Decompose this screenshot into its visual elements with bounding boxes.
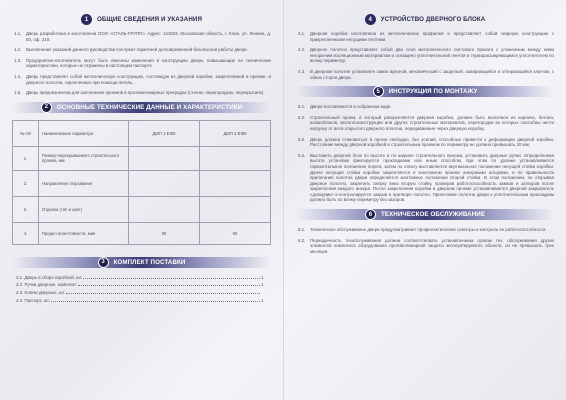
row-value-dmp1 xyxy=(129,196,200,222)
section-title: УСТРОЙСТВО ДВЕРНОГО БЛОКА xyxy=(380,16,486,23)
row-value-dmp1 xyxy=(129,146,200,170)
table-header-row xyxy=(13,120,271,146)
paragraph-number: 1.2. xyxy=(14,47,22,53)
section-6-heading xyxy=(296,209,554,220)
paragraph-text: В дверном полотне установлен замок врезной, механический с защелкой, запирающийся и отпирающийся ключом, с обеих сторон двери. xyxy=(310,68,554,80)
paragraph-text: Двери поставляются в собранном виде. xyxy=(310,104,392,110)
row-number: 2. xyxy=(13,170,39,196)
column-header-dmp1: ДМП 1-EI90 xyxy=(129,120,200,146)
section-title: ТЕХНИЧЕСКОЕ ОБСЛУЖИВАНИЕ xyxy=(380,211,486,219)
package-item-label: 3.1. Дверь в сборе коробкой, шт. xyxy=(16,274,83,280)
row-parameter: Отделка (тип и цвет) xyxy=(39,196,129,222)
column-header-number: № п/п xyxy=(13,120,39,146)
column-header-dmp2: ДМП 2-EI90 xyxy=(200,120,271,146)
section-5-heading xyxy=(296,86,554,97)
paragraph-text: Дверная коробка изготовлена из металлических профилей и представляет собой сварную конструкцию с прикрепленными несущими петлями. xyxy=(310,31,554,42)
specifications-table xyxy=(12,120,271,245)
paragraph-number: 4.3. xyxy=(298,68,306,74)
paragraph xyxy=(296,47,554,64)
row-value-dmp2 xyxy=(200,196,271,222)
row-parameter: Направление открывания xyxy=(39,170,129,196)
paragraph-text: Техническое обслуживание двери предусматривает профилактические осмотры и контроль ее работоспособности. xyxy=(310,227,547,233)
table-row xyxy=(13,170,271,196)
paragraph xyxy=(296,104,554,110)
table-row xyxy=(13,196,271,222)
paragraph-number: 1.5. xyxy=(14,90,22,96)
section-number-badge: 1 xyxy=(81,14,92,25)
section-number-badge: 5 xyxy=(373,86,384,97)
section-4-heading xyxy=(296,14,554,25)
paragraph xyxy=(12,74,271,85)
package-item-label: 3.2. Ручки дверные, комплект xyxy=(16,282,77,288)
paragraph xyxy=(12,31,271,42)
paragraph-text: Периодичность техобслуживания должна соответствовать установленным срокам тех. обслуживания других элементов комплекса оборудования противопожарной защиты эксплуатируемого объекта, но не превышать трех месяцев. xyxy=(310,237,554,254)
package-item xyxy=(16,290,267,295)
package-item-qty: 1 xyxy=(261,282,264,288)
paragraph-text: Выставить дверной блок по высоте и по ширине строительного проема, установить дверные ручки. Определенная высота установки фиксируется прокладками или иным способом, при этом по уровню устанавливается горизонтальное положение порога, затем по отвесу выставляется вертикальное положение несущей стойки коробки. Далее несущая стойка коробки закрепляется в монтажном проеме анкерными штырями, и по правильности прилегания полотна двери определяется монтажное положение второй стойки. В этом положении, не открывая дверное полотно, закрепить сверху вниз вторую стойку, проверив работоспособность замков и затворов после закрепления каждого анкера. После закрепления коробки в дверном проеме устанавливается дверной закрыватель «доводчик» и контролируется закрыв в притворе полотен. Прилегание полотна двери к уплотнительным прокладкам должно быть по всему периметру без зазоров. xyxy=(310,152,554,203)
package-item xyxy=(16,298,267,303)
paragraph-number: 4.2. xyxy=(298,47,306,53)
section-title: ОСНОВНЫЕ ТЕХНИЧЕСКИЕ ДАННЫЕ И ХАРАКТЕРИСТИКИ xyxy=(56,103,243,111)
row-value-dmp1 xyxy=(129,170,200,196)
paragraph-text: Дверь должна становиться в проем свободно, без усилий, способных привести к деформации дверной коробки. Расстояние между дверной коробкой и строительным проемом по периметру не должно превышать 20 мм. xyxy=(310,136,554,148)
package-item xyxy=(16,282,267,287)
row-number: 4. xyxy=(13,222,39,244)
row-parameter: Размер перекрываемого строительного проема, мм xyxy=(39,146,129,170)
row-parameter: Предел огнестойкости, мин xyxy=(39,222,129,244)
table-row xyxy=(13,146,271,170)
paragraph-text: Дверное полотно представляет собой два слоя металлического листового проката с уложенным между ними негорючим изоляционным материалом и оснащено уплотнительной лентой и терморасширяющимся уплотнителем по всему периметру. xyxy=(310,47,554,64)
row-value-dmp2 xyxy=(200,146,271,170)
section-1-heading xyxy=(12,14,271,25)
paragraph-number: 6.2. xyxy=(298,237,306,243)
section-number-badge: 4 xyxy=(365,14,376,25)
paragraph-number: 4.1. xyxy=(298,31,306,36)
paragraph-text: Строительный проем, в который раскрепляется дверная коробка, должен быть выполнен из кирпича, бетона, шлакоблоков, металлоконструкции или других строительных материалов, перегородки из которых способны нести нагрузку от веса открытого дверного полотна, передаваемые через дверную коробку. xyxy=(310,114,554,131)
paragraph xyxy=(296,69,554,80)
right-page xyxy=(283,0,566,400)
row-value-dmp2 xyxy=(200,170,271,196)
paragraph xyxy=(296,115,554,132)
paragraph-number: 5.2. xyxy=(298,114,306,120)
paragraph-text: Выполнение указаний данного руководства послужит гарантией долговременной безопасной работы двери. xyxy=(26,47,248,53)
paragraph-number: 5.1. xyxy=(298,104,306,110)
paragraph xyxy=(296,153,554,203)
section-title: КОМПЛЕКТ ПОСТАВКИ xyxy=(113,258,186,266)
package-item-qty: 1 xyxy=(261,297,264,303)
paragraph-number: 5.4. xyxy=(298,152,306,158)
paragraph-number: 1.3. xyxy=(14,57,22,63)
section-number-badge: 3 xyxy=(98,257,109,268)
paragraph-number: 5.3. xyxy=(298,136,306,142)
package-item-label: 3.4. Паспорт, шт. xyxy=(16,297,50,303)
paragraph xyxy=(296,31,554,42)
paragraph-number: 6.1. xyxy=(298,227,306,233)
paragraph xyxy=(296,227,554,233)
column-header-parameter: Наименование параметра xyxy=(39,120,129,146)
table-row xyxy=(13,222,271,244)
paragraph xyxy=(12,58,271,69)
package-item-qty: 1 xyxy=(261,274,264,280)
paragraph-text: Дверь разработана и изготовлена ООО «СТАЛЬ-ГРУПП». Адрес: 141603, Московская область, г. Клин, ул. Ленина, д. 50, оф. 210. xyxy=(26,31,271,42)
row-number: 1. xyxy=(13,146,39,170)
paragraph xyxy=(12,47,271,53)
package-item xyxy=(16,275,267,280)
section-number-badge: 2 xyxy=(41,102,52,113)
section-title: ОБЩИЕ СВЕДЕНИЯ И УКАЗАНИЯ xyxy=(96,16,202,23)
section-title: ИНСТРУКЦИЯ ПО МОНТАЖУ xyxy=(388,88,478,96)
paragraph-text: Дверь предназначена для заполнения проемов в противопожарных преградах (стенах, перегородках, перекрытиях). xyxy=(26,90,265,96)
leader-dots xyxy=(66,293,260,294)
section-number-badge: 6 xyxy=(365,209,376,220)
section-2-heading xyxy=(12,102,271,113)
paragraph-text: Дверь представляет собой металлическую конструкцию, состоящую из дверной коробки, закрепляемой в проеме, и дверного полотна, скрепленных при помощи петель. xyxy=(26,73,271,85)
paragraph xyxy=(296,238,554,255)
row-number: 3. xyxy=(13,196,39,222)
leader-dots xyxy=(83,278,260,279)
leader-dots xyxy=(51,301,260,302)
section-3-heading xyxy=(12,257,271,268)
row-value-dmp1: 90 xyxy=(129,222,200,244)
package-item-label: 3.3. Ключи дверные, шт. xyxy=(16,289,66,295)
paragraph-text: Предприятие-изготовитель могут быть внесены изменения в конструкцию двери, повышающие ее технические характеристики, которые не отражены в настоящем паспорте. xyxy=(26,57,271,69)
paragraph xyxy=(12,90,271,96)
paragraph-number: 1.4. xyxy=(14,73,22,79)
paragraph xyxy=(296,137,554,148)
leader-dots xyxy=(78,285,260,286)
paragraph-number: 1.1. xyxy=(14,31,22,36)
row-value-dmp2: 90 xyxy=(200,222,271,244)
